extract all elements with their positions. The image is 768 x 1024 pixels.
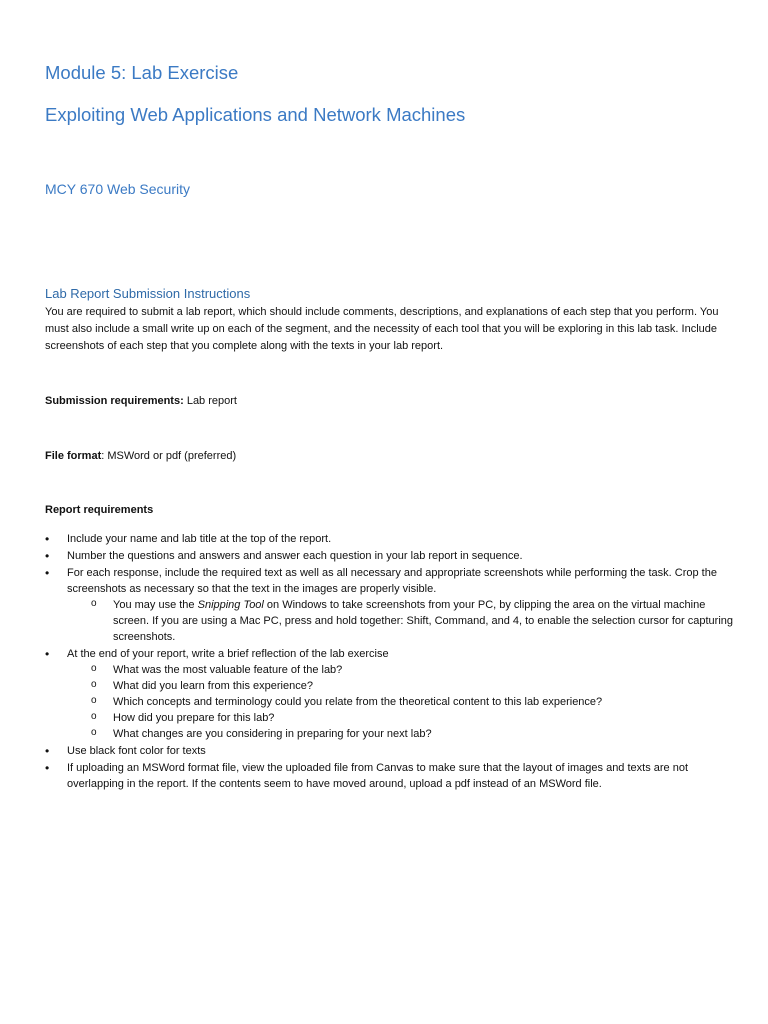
list-item: • Use black font color for texts <box>45 743 735 759</box>
submission-requirements <box>45 395 237 407</box>
submission-label: Submission requirements: <box>45 395 184 407</box>
document-title: Module 5: Lab Exercise <box>45 62 239 83</box>
list-item: • Number the questions and answers and answer each question in your lab report in sequence. <box>45 548 735 564</box>
sub-list-item: o You may use the Snipping Tool on Windows to take screenshots from your PC, by clipping the area on the virtual machine screen. If you are using a Mac PC, press and hold together: Shift, Command, and 4, to enable the selection cursor for capturing screenshots. <box>67 597 735 645</box>
requirements-list <box>45 531 735 793</box>
format-value: : MSWord or pdf (preferred) <box>101 450 237 462</box>
sub-list <box>67 597 735 645</box>
document-subtitle: Exploiting Web Applications and Network Machines <box>45 104 466 125</box>
format-label: File format <box>45 450 102 462</box>
sub-list-item: o Which concepts and terminology could you relate from the theoretical content to this lab experience? <box>67 694 735 710</box>
course-name: MCY 670 Web Security <box>45 181 190 197</box>
list-item: • Include your name and lab title at the top of the report. <box>45 531 735 547</box>
list-item: • For each response, include the required text as well as all necessary and appropriate screenshots while performing the task. Crop the screenshots as necessary so that the text in the images are properly visible. o You may use the Snipping Tool on Windows to take screenshots from your PC, by clipping the area on the virtual machine screen. If you are using a Mac PC, press and hold together: Shift, Command, and 4, to enable the selection cursor for capturing screenshots. <box>45 565 735 645</box>
list-item: • At the end of your report, write a brief reflection of the lab exercise o What was the most valuable feature of the lab? o What did you learn from this experience? o Which concepts and terminology could you relate from the theoretical content to this lab experience? o How did you prepare for this lab? o What changes are you considering in preparing for your next lab? <box>45 646 735 742</box>
list-item: • If uploading an MSWord format file, view the uploaded file from Canvas to make sure that the layout of images and texts are not overlapping in the report. If the contents seem to have moved around, upload a pdf instead of an MSWord file. <box>45 760 735 792</box>
section-heading: Lab Report Submission Instructions <box>45 286 251 301</box>
file-format <box>45 450 236 462</box>
reflection-list <box>67 662 735 742</box>
snipping-tool-text: Snipping Tool <box>197 599 264 611</box>
submission-value: Lab report <box>183 395 237 407</box>
report-requirements-heading: Report requirements <box>45 504 154 516</box>
sub-list-item: o How did you prepare for this lab? <box>67 710 735 726</box>
intro-paragraph: You are required to submit a lab report, which should include comments, descriptions, and explanations of each step that you perform. You must also include a small write up on each of the segment, and the necessity of each tool that you will be exploring in this lab task. Include screenshots of each step that you complete along with the texts in your lab report. <box>45 306 719 352</box>
sub-list-item: o What changes are you considering in preparing for your next lab? <box>67 726 735 742</box>
sub-list-item: o What was the most valuable feature of the lab? <box>67 662 735 678</box>
sub-list-item: o What did you learn from this experience? <box>67 678 735 694</box>
